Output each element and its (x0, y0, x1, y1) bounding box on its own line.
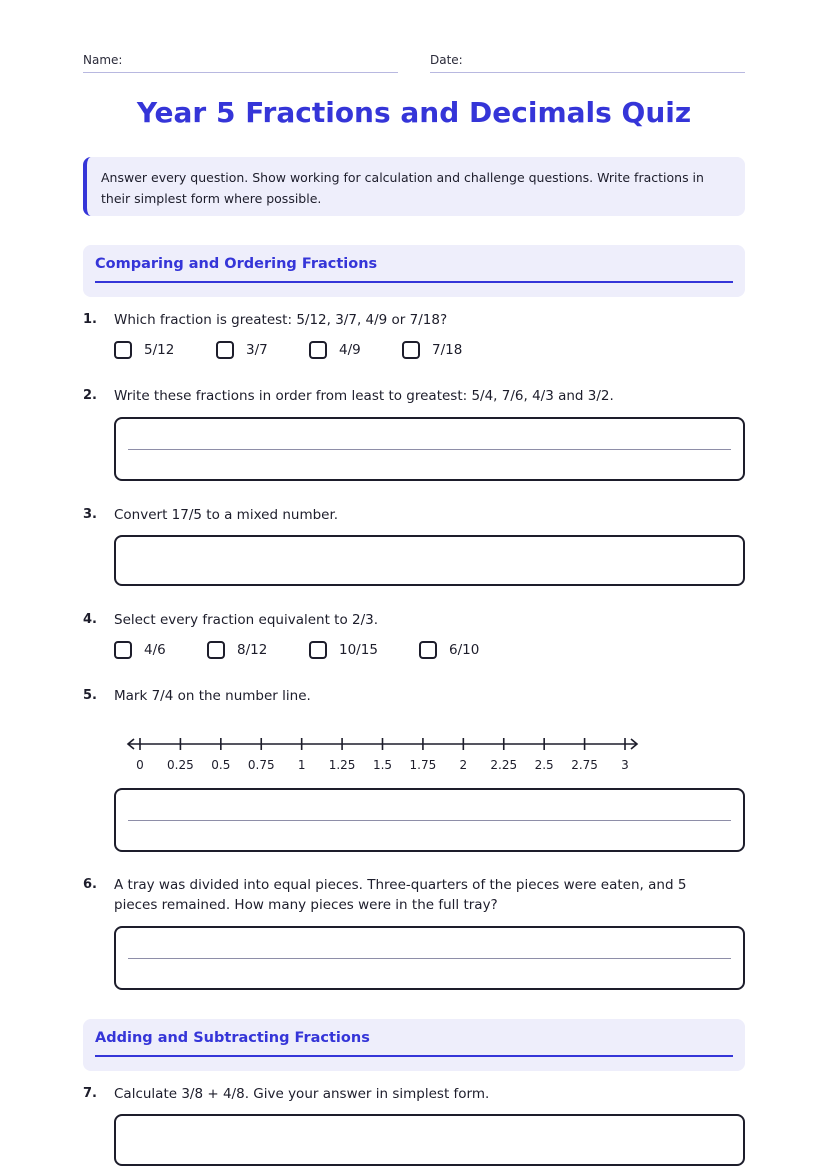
number-line-tick-label: 0 (136, 758, 144, 772)
option-label: 6/10 (449, 642, 480, 658)
date-label: Date: (430, 53, 463, 67)
number-line-tick-label: 2.75 (571, 758, 598, 772)
question-number: 5. (83, 688, 97, 703)
number-line-tick-label: 2 (459, 758, 468, 772)
answer-box[interactable] (114, 417, 745, 481)
checkbox[interactable] (207, 641, 225, 659)
name-label: Name: (83, 53, 123, 67)
question-number: 6. (83, 877, 97, 892)
number-line[interactable] (0, 730, 828, 760)
number-line-tick-label: 0.75 (247, 758, 275, 772)
question-number: 7. (83, 1086, 97, 1101)
option-label: 3/7 (246, 342, 268, 358)
section-title: Adding and Subtracting Fractions (95, 1030, 370, 1046)
section-rule (95, 281, 733, 283)
section-title: Comparing and Ordering Fractions (95, 256, 378, 272)
number-line-tick-label: 1 (297, 758, 306, 772)
instructions-text: Answer every question. Show working for calculation and challenge questions. Write fractions in their simplest form where possible. (101, 170, 704, 206)
answer-box[interactable] (114, 1114, 745, 1166)
option-5-12[interactable] (114, 341, 174, 359)
answer-box[interactable] (114, 926, 745, 990)
number-line-tick-label: 2.25 (490, 758, 518, 772)
answer-line (128, 820, 731, 821)
question-number: 1. (83, 312, 97, 327)
option-label: 4/6 (144, 642, 166, 658)
option-3-7[interactable] (216, 341, 268, 359)
option-label: 10/15 (339, 642, 378, 658)
number-line-tick-label: 1.5 (372, 758, 393, 772)
option-7-18[interactable] (402, 341, 462, 359)
number-line-tick-label: 1.75 (409, 758, 437, 772)
number-line-tick-label: 2.5 (534, 758, 554, 772)
answer-box[interactable] (114, 535, 745, 586)
number-line-labels (0, 758, 828, 776)
option-label: 4/9 (339, 342, 361, 358)
checkbox[interactable] (114, 341, 132, 359)
answer-box[interactable] (114, 788, 745, 852)
name-field[interactable] (83, 72, 398, 73)
question-text: Which fraction is greatest: 5/12, 3/7, 4/9 or 7/18? (114, 312, 448, 328)
option-6-10[interactable] (419, 641, 479, 659)
number-line-tick-label: 0.5 (211, 758, 231, 772)
checkbox[interactable] (216, 341, 234, 359)
option-label: 7/18 (432, 342, 463, 358)
question-number: 4. (83, 612, 97, 627)
checkbox[interactable] (309, 641, 327, 659)
question-text: Convert 17/5 to a mixed number. (114, 507, 339, 523)
option-4-6[interactable] (114, 641, 166, 659)
question-text: Calculate 3/8 + 4/8. Give your answer in simplest form. (114, 1086, 490, 1102)
checkbox[interactable] (402, 341, 420, 359)
section-header-adding (83, 1019, 745, 1071)
answer-line (128, 449, 731, 450)
section-header-comparing (83, 245, 745, 297)
page-title: Year 5 Fractions and Decimals Quiz (136, 96, 692, 129)
question-text: Write these fractions in order from least to greatest: 5/4, 7/6, 4/3 and 3/2. (114, 388, 614, 404)
number-line-tick-label: 0.25 (167, 758, 194, 772)
option-10-15[interactable] (309, 641, 378, 659)
number-line-tick-label: 3 (621, 758, 629, 772)
option-label: 8/12 (237, 642, 268, 658)
answer-line (128, 958, 731, 959)
question-text: Mark 7/4 on the number line. (114, 688, 311, 704)
number-line-tick-label: 1.25 (328, 758, 356, 772)
instructions-box (83, 157, 745, 216)
question-text: Select every fraction equivalent to 2/3. (114, 612, 379, 628)
option-label: 5/12 (144, 342, 175, 358)
question-number: 3. (83, 507, 97, 522)
checkbox[interactable] (114, 641, 132, 659)
date-field[interactable] (430, 72, 745, 73)
section-rule (95, 1055, 733, 1057)
option-4-9[interactable] (309, 341, 361, 359)
checkbox[interactable] (309, 341, 327, 359)
checkbox[interactable] (419, 641, 437, 659)
question-text: A tray was divided into equal pieces. Three-quarters of the pieces were eaten, and 5 pieces remained. How many pieces were in the full tray? (114, 877, 687, 913)
question-number: 2. (83, 388, 97, 403)
option-8-12[interactable] (207, 641, 267, 659)
